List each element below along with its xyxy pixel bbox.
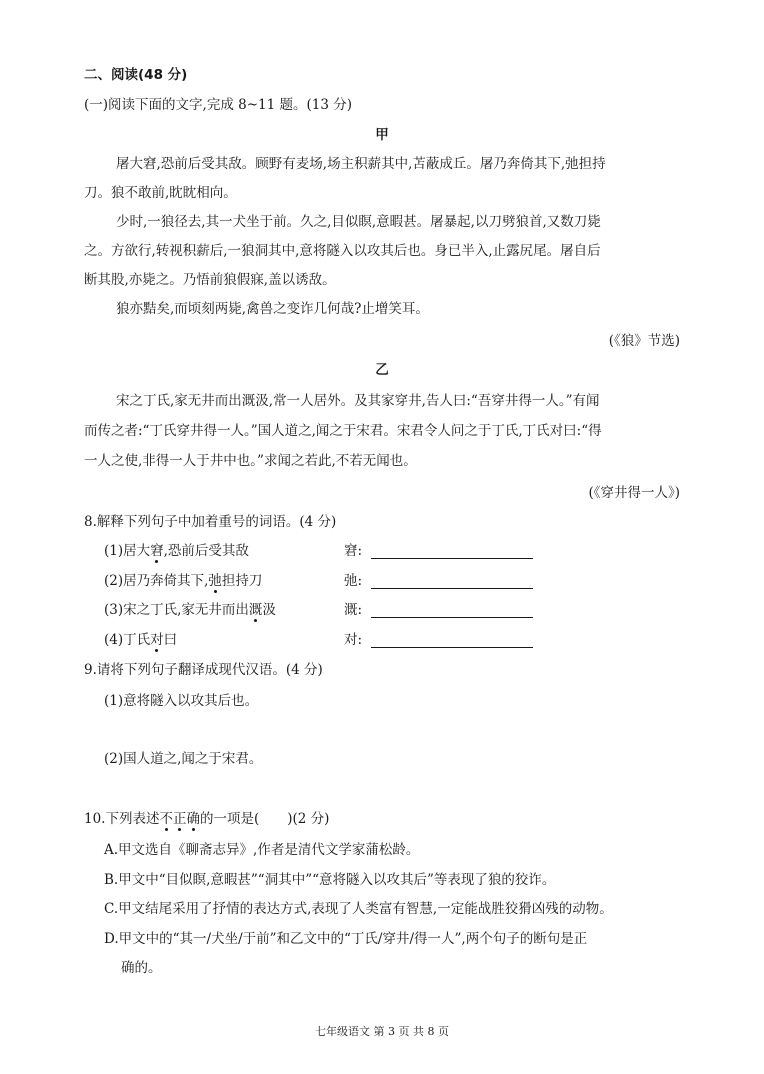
q8-stem: 8.解释下列句子中加着重号的词语。(4 分) [84, 514, 337, 530]
passage-yi-heading: 乙 [375, 362, 389, 378]
answer-blank[interactable] [371, 647, 533, 648]
q10-stem: 10.下列表述不正确的一项是( )(2 分) [84, 811, 330, 827]
q8-item-2: (2)居乃奔倚其下,弛担持刀 [104, 573, 263, 589]
q9-sentence-1: (1)意将隧入以攻其后也。 [104, 693, 259, 709]
jia-line: 屠大窘,恐前后受其敌。顾野有麦场,场主积薪其中,苫蔽成丘。屠乃奔倚其下,弛担持 [116, 156, 606, 172]
yi-line: 而传之者:“丁氏穿井得一人。”国人道之,闻之于宋君。宋君令人问之于丁氏,丁氏对曰:“得 [84, 423, 602, 439]
yi-source: (《穿井得一人》) [588, 485, 680, 501]
answer-blank[interactable] [371, 617, 533, 618]
yi-line: 一人之使,非得一人于井中也。”求闻之若此,不若无闻也。 [84, 453, 417, 469]
q8-label-1: 窘: [344, 543, 363, 559]
q8-label-4: 对: [344, 632, 363, 648]
yi-line: 宋之丁氏,家无井而出溉汲,常一人居外。及其家穿井,告人曰:“吾穿井得一人。”有闻 [116, 393, 600, 409]
q8-item-4: (4)丁氏对曰 [104, 632, 178, 648]
jia-line: 狼亦黠矣,而顷刻两毙,禽兽之变诈几何哉?止增笑耳。 [116, 301, 429, 317]
q8-label-2: 弛: [344, 573, 363, 589]
q10-option-a: A.甲文选自《聊斋志异》,作者是清代文学家蒲松龄。 [104, 842, 420, 858]
jia-line: 之。方欲行,转视积薪后,一狼洞其中,意将隧入以攻其后也。身已半入,止露尻尾。屠自后 [84, 243, 601, 259]
q9-stem: 9.请将下列句子翻译成现代汉语。(4 分) [84, 662, 323, 678]
page-footer: 七年级语文 第 3 页 共 8 页 [315, 1025, 449, 1038]
q10-option-b: B.甲文中“目似瞑,意暇甚”“洞其中”“意将隧入以攻其后”等表现了狼的狡诈。 [104, 872, 556, 888]
jia-line: 断其股,亦毙之。乃悟前狼假寐,盖以诱敌。 [84, 272, 336, 288]
q10-option-d: D.甲文中的“其一/犬坐/于前”和乙文中的“丁氏/穿井/得一人”,两个句子的断句是正 [104, 931, 588, 947]
jia-source: (《狼》节选) [608, 333, 680, 349]
answer-blank[interactable] [371, 588, 533, 589]
q9-sentence-2: (2)国人道之,闻之于宋君。 [104, 751, 263, 767]
passage-jia-heading: 甲 [375, 127, 389, 143]
jia-line: 少时,一狼径去,其一犬坐于前。久之,目似瞑,意暇甚。屠暴起,以刀劈狼首,又数刀毙 [116, 214, 601, 230]
part1-instruction: (一)阅读下面的文字,完成 8~11 题。(13 分) [84, 97, 352, 113]
q10-option-c: C.甲文结尾采用了抒情的表达方式,表现了人类富有智慧,一定能战胜狡猾凶残的动物。 [104, 901, 613, 917]
jia-line: 刀。狼不敢前,眈眈相向。 [84, 185, 237, 201]
q8-item-1: (1)居大窘,恐前后受其敌 [104, 543, 249, 559]
q8-item-3: (3)宋之丁氏,家无井而出溉汲 [104, 602, 276, 618]
q8-label-3: 溉: [344, 602, 363, 618]
section-title: 二、阅读(48 分) [84, 67, 188, 83]
answer-blank[interactable] [371, 558, 533, 559]
q10-option-d-cont: 确的。 [121, 960, 162, 976]
